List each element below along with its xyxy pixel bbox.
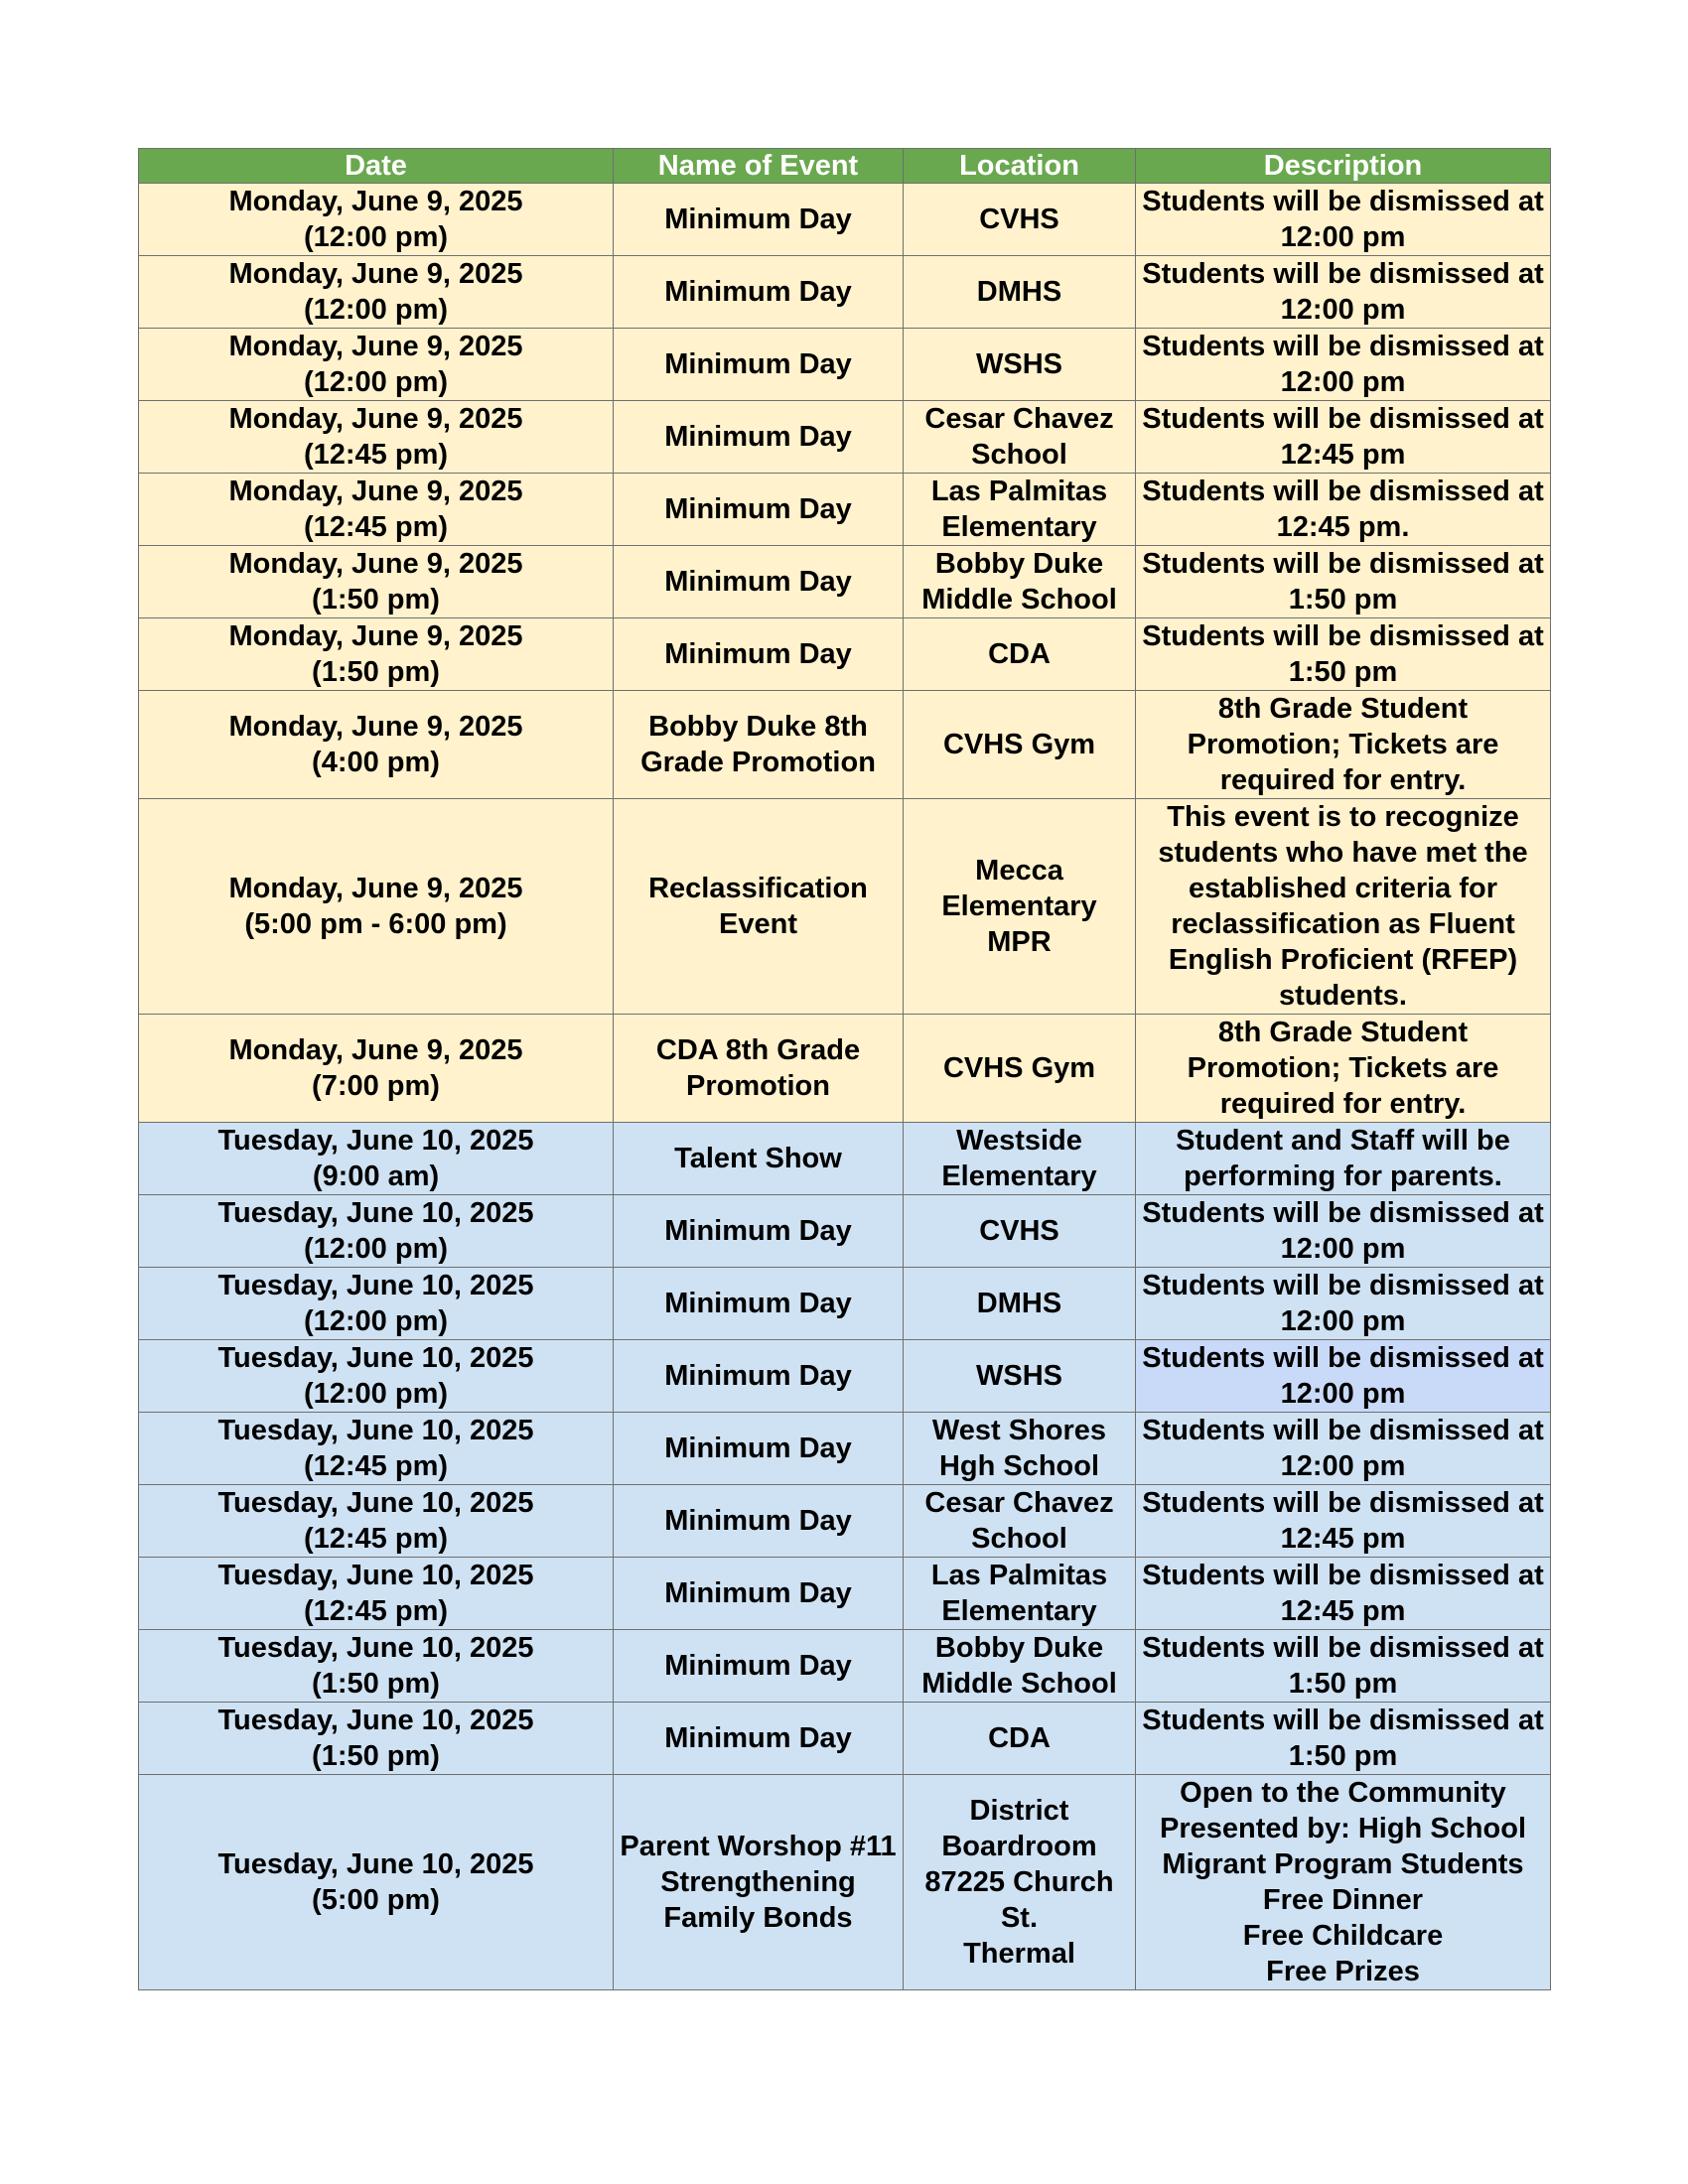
date-text: Monday, June 9, 2025 (12:45 pm)	[228, 403, 523, 471]
location-text: Las Palmitas Elementary	[930, 476, 1108, 543]
location-cell	[904, 1195, 1136, 1268]
location-text: CVHS Gym	[942, 729, 1096, 760]
description-cell	[1136, 1123, 1551, 1195]
date-cell	[139, 1558, 614, 1630]
description-text: Students will be dismissed at 1:50 pm	[1142, 1705, 1544, 1772]
event-name-cell	[614, 691, 904, 799]
table-row	[139, 1485, 1551, 1558]
table-row	[139, 329, 1551, 401]
date-text: Monday, June 9, 2025 (12:00 pm)	[228, 258, 523, 326]
description-text: Students will be dismissed at 12:00 pm	[1142, 1415, 1544, 1482]
description-cell	[1136, 474, 1551, 546]
table-row	[139, 401, 1551, 474]
description-text: Students will be dismissed at 12:00 pm	[1142, 1270, 1544, 1337]
table-row	[139, 1775, 1551, 1990]
description-cell	[1136, 1195, 1551, 1268]
date-text: Monday, June 9, 2025 (12:45 pm)	[228, 476, 523, 543]
date-text: Monday, June 9, 2025 (5:00 pm - 6:00 pm)	[228, 873, 523, 940]
date-cell	[139, 329, 614, 401]
location-text: Westside Elementary	[941, 1125, 1097, 1192]
event-name-cell	[614, 1015, 904, 1123]
event-name-text: Minimum Day	[664, 1650, 852, 1682]
date-text: Tuesday, June 10, 2025 (12:45 pm)	[217, 1487, 534, 1555]
location-cell	[904, 691, 1136, 799]
event-name-cell	[614, 546, 904, 618]
description-text: Students will be dismissed at 1:50 pm	[1142, 1632, 1544, 1700]
header-row	[139, 149, 1551, 184]
date-cell	[139, 1340, 614, 1413]
description-cell	[1136, 1268, 1551, 1340]
location-text: Mecca Elementary MPR	[941, 855, 1097, 958]
location-text: CVHS	[979, 204, 1059, 235]
date-cell	[139, 1775, 614, 1990]
date-text: Monday, June 9, 2025 (1:50 pm)	[228, 620, 523, 688]
location-text: CVHS	[979, 1215, 1059, 1247]
table-row	[139, 546, 1551, 618]
description-text: Students will be dismissed at 12:00 pm	[1142, 186, 1544, 253]
description-text: Students will be dismissed at 1:50 pm	[1142, 548, 1544, 615]
event-name-cell	[614, 256, 904, 329]
location-cell	[904, 329, 1136, 401]
location-text: Cesar Chavez School	[924, 403, 1114, 471]
date-cell	[139, 256, 614, 329]
event-name-text: Reclassification Event	[648, 873, 868, 940]
event-name-cell	[614, 401, 904, 474]
description-cell	[1136, 1775, 1551, 1990]
location-text: Bobby Duke Middle School	[921, 548, 1117, 615]
event-name-text: Minimum Day	[664, 204, 852, 235]
table-row	[139, 1268, 1551, 1340]
description-text: Students will be dismissed at 12:00 pm	[1142, 331, 1544, 398]
date-cell	[139, 1195, 614, 1268]
date-cell	[139, 1485, 614, 1558]
event-name-cell	[614, 1340, 904, 1413]
date-text: Tuesday, June 10, 2025 (12:00 pm)	[217, 1342, 534, 1410]
description-text: Students will be dismissed at 12:00 pm	[1142, 258, 1544, 326]
location-cell	[904, 1775, 1136, 1990]
event-name-text: Minimum Day	[664, 1288, 852, 1319]
date-text: Tuesday, June 10, 2025 (12:00 pm)	[217, 1270, 534, 1337]
description-cell	[1136, 1413, 1551, 1485]
table-row	[139, 1015, 1551, 1123]
description-cell	[1136, 618, 1551, 691]
event-name-text: Parent Worshop #11 Strengthening Family Bonds	[620, 1831, 897, 1934]
description-text: Open to the Community Presented by: High School Migrant Program Students Free Dinner Free Childcare Free Prizes	[1160, 1777, 1526, 1987]
description-cell	[1136, 799, 1551, 1015]
event-name-cell	[614, 1268, 904, 1340]
table-header	[139, 149, 1551, 184]
date-cell	[139, 618, 614, 691]
description-cell	[1136, 1340, 1551, 1413]
date-cell	[139, 1268, 614, 1340]
description-cell	[1136, 401, 1551, 474]
event-name-text: Minimum Day	[664, 493, 852, 525]
date-cell	[139, 546, 614, 618]
table-row	[139, 1413, 1551, 1485]
location-text: CDA	[988, 638, 1051, 670]
location-cell	[904, 474, 1136, 546]
location-cell	[904, 1703, 1136, 1775]
table-row	[139, 618, 1551, 691]
description-cell	[1136, 329, 1551, 401]
table-row	[139, 1123, 1551, 1195]
date-text: Tuesday, June 10, 2025 (1:50 pm)	[217, 1705, 534, 1772]
description-text: Students will be dismissed at 12:00 pm	[1142, 1342, 1544, 1410]
event-name-cell	[614, 1485, 904, 1558]
event-name-text: Talent Show	[674, 1143, 842, 1174]
description-text: Students will be dismissed at 1:50 pm	[1142, 620, 1544, 688]
date-cell	[139, 401, 614, 474]
table-row	[139, 1630, 1551, 1703]
description-text: Students will be dismissed at 12:45 pm	[1142, 1487, 1544, 1555]
event-name-text: Minimum Day	[664, 1433, 852, 1464]
events-schedule-table	[138, 148, 1551, 1990]
date-cell	[139, 691, 614, 799]
location-cell	[904, 184, 1136, 256]
date-text: Tuesday, June 10, 2025 (12:00 pm)	[217, 1197, 534, 1265]
location-cell	[904, 1340, 1136, 1413]
location-cell	[904, 401, 1136, 474]
location-text: CVHS Gym	[942, 1052, 1096, 1084]
table-body	[139, 184, 1551, 1990]
table-row	[139, 691, 1551, 799]
location-cell	[904, 1123, 1136, 1195]
header-date: Date	[139, 149, 614, 184]
location-cell	[904, 1268, 1136, 1340]
date-cell	[139, 1015, 614, 1123]
event-name-text: Minimum Day	[664, 638, 852, 670]
description-text: Students will be dismissed at 12:45 pm.	[1142, 476, 1544, 543]
date-text: Tuesday, June 10, 2025 (5:00 pm)	[217, 1848, 534, 1916]
event-name-cell	[614, 184, 904, 256]
description-cell	[1136, 691, 1551, 799]
location-cell	[904, 1015, 1136, 1123]
location-text: West Shores Hgh School	[931, 1415, 1107, 1482]
location-text: CDA	[988, 1722, 1051, 1754]
location-text: WSHS	[976, 348, 1062, 380]
event-name-text: Minimum Day	[664, 1722, 852, 1754]
table-row	[139, 1195, 1551, 1268]
event-name-cell	[614, 799, 904, 1015]
event-name-text: Minimum Day	[664, 1505, 852, 1537]
event-name-cell	[614, 1195, 904, 1268]
date-text: Monday, June 9, 2025 (1:50 pm)	[228, 548, 523, 615]
description-cell	[1136, 256, 1551, 329]
event-name-text: Minimum Day	[664, 1577, 852, 1609]
event-name-text: Minimum Day	[664, 1215, 852, 1247]
date-cell	[139, 1630, 614, 1703]
date-cell	[139, 474, 614, 546]
event-name-text: Minimum Day	[664, 421, 852, 453]
description-cell	[1136, 184, 1551, 256]
description-text: Student and Staff will be performing for parents.	[1176, 1125, 1510, 1192]
description-text: This event is to recognize students who have met the established criteria for reclassification as Fluent English Proficient (RFEP) students.	[1158, 801, 1528, 1012]
header-event-name: Name of Event	[614, 149, 904, 184]
location-text: WSHS	[976, 1360, 1062, 1392]
location-text: Cesar Chavez School	[924, 1487, 1114, 1555]
location-text: DMHS	[976, 276, 1062, 308]
event-name-cell	[614, 1558, 904, 1630]
event-name-cell	[614, 1123, 904, 1195]
location-cell	[904, 546, 1136, 618]
description-cell	[1136, 1485, 1551, 1558]
location-cell	[904, 799, 1136, 1015]
date-text: Monday, June 9, 2025 (12:00 pm)	[228, 186, 523, 253]
event-name-cell	[614, 1630, 904, 1703]
location-text: Las Palmitas Elementary	[930, 1560, 1108, 1627]
date-text: Monday, June 9, 2025 (4:00 pm)	[228, 711, 523, 778]
event-name-text: Minimum Day	[664, 566, 852, 598]
table-row	[139, 1340, 1551, 1413]
description-text: Students will be dismissed at 12:00 pm	[1142, 1197, 1544, 1265]
description-cell	[1136, 1558, 1551, 1630]
date-cell	[139, 1123, 614, 1195]
date-cell	[139, 799, 614, 1015]
event-name-cell	[614, 1775, 904, 1990]
header-description: Description	[1136, 149, 1551, 184]
location-text: DMHS	[976, 1288, 1062, 1319]
description-text: 8th Grade Student Promotion; Tickets are required for entry.	[1187, 693, 1499, 796]
description-cell	[1136, 1015, 1551, 1123]
event-name-text: CDA 8th Grade Promotion	[655, 1034, 861, 1102]
location-text: District Boardroom 87225 Church St. Thermal	[924, 1795, 1114, 1970]
header-location: Location	[904, 149, 1136, 184]
table-row	[139, 474, 1551, 546]
date-cell	[139, 1703, 614, 1775]
date-cell	[139, 184, 614, 256]
date-text: Monday, June 9, 2025 (12:00 pm)	[228, 331, 523, 398]
event-name-text: Minimum Day	[664, 348, 852, 380]
description-cell	[1136, 546, 1551, 618]
event-name-cell	[614, 618, 904, 691]
table-row	[139, 799, 1551, 1015]
description-text: 8th Grade Student Promotion; Tickets are required for entry.	[1187, 1017, 1499, 1120]
description-cell	[1136, 1703, 1551, 1775]
table-row	[139, 1703, 1551, 1775]
location-cell	[904, 1485, 1136, 1558]
date-cell	[139, 1413, 614, 1485]
event-name-text: Minimum Day	[664, 276, 852, 308]
date-text: Monday, June 9, 2025 (7:00 pm)	[228, 1034, 523, 1102]
description-text: Students will be dismissed at 12:45 pm	[1142, 403, 1544, 471]
table-row	[139, 256, 1551, 329]
event-name-cell	[614, 1413, 904, 1485]
event-name-cell	[614, 329, 904, 401]
date-text: Tuesday, June 10, 2025 (1:50 pm)	[217, 1632, 534, 1700]
location-cell	[904, 1630, 1136, 1703]
description-cell	[1136, 1630, 1551, 1703]
event-name-cell	[614, 474, 904, 546]
location-cell	[904, 256, 1136, 329]
date-text: Tuesday, June 10, 2025 (12:45 pm)	[217, 1415, 534, 1482]
location-cell	[904, 1558, 1136, 1630]
event-name-text: Minimum Day	[664, 1360, 852, 1392]
table-row	[139, 1558, 1551, 1630]
location-text: Bobby Duke Middle School	[921, 1632, 1117, 1700]
location-cell	[904, 1413, 1136, 1485]
event-name-text: Bobby Duke 8th Grade Promotion	[640, 711, 876, 778]
location-cell	[904, 618, 1136, 691]
date-text: Tuesday, June 10, 2025 (9:00 am)	[217, 1125, 534, 1192]
date-text: Tuesday, June 10, 2025 (12:45 pm)	[217, 1560, 534, 1627]
event-name-cell	[614, 1703, 904, 1775]
description-text: Students will be dismissed at 12:45 pm	[1142, 1560, 1544, 1627]
table-row	[139, 184, 1551, 256]
